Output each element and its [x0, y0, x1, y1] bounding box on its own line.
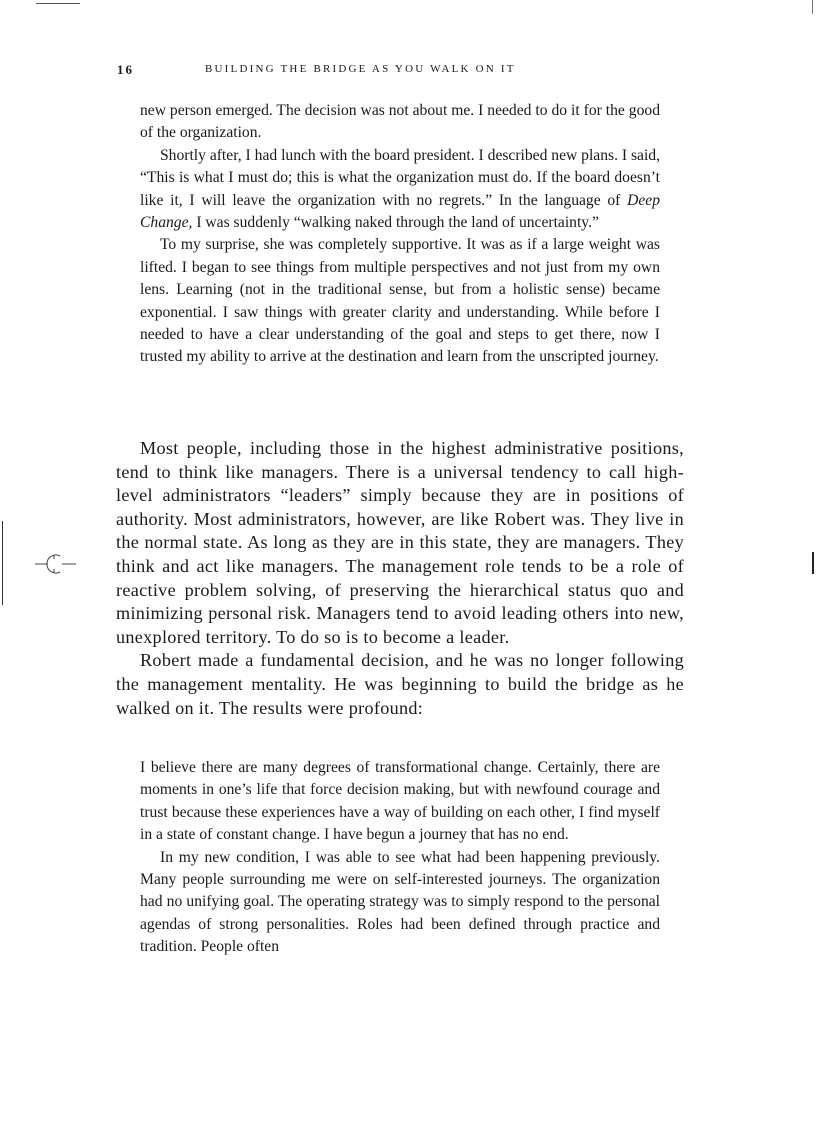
quote-text: I was suddenly “walking naked through the land of uncertainty.”	[192, 214, 599, 232]
page-number: 16	[117, 62, 134, 77]
body-text	[116, 437, 684, 720]
block-quote-1	[140, 100, 660, 369]
quote-paragraph: I believe there are many degrees of transformational change. Certainly, there are moments in one’s life that force decision making, but with newfound courage and trust because these experiences have a way of building on each other, I find myself in a state of constant change. I have begun a journey that has no end.	[140, 759, 660, 844]
body-paragraph: Most people, including those in the highest administrative positions, tend to think like managers. There is a universal tendency to call high-level administrators “leaders” simply because they are in positions of authority. Most administrators, however, are like Robert was. They live in the normal state. As long as they are in this state, they are managers. They think and act like managers. The management role tends to be a role of reactive problem solving, of preserving the hierarchical status quo and minimizing personal risk. Managers tend to avoid leading others into new, unexplored territory. To do so is to become a leader.	[116, 438, 684, 647]
quote-text: Shortly after, I had lunch with the board president. I described new plans. I said, “This is what I must do; this is what the organization must do. If the board doesn’t like it, I will leave the organization with no regrets.” In the language of	[140, 146, 660, 209]
body-paragraph: Robert made a fundamental decision, and he was no longer following the management mentality. He was beginning to build the bridge as he walked on it. The results were profound:	[116, 650, 684, 718]
crop-mark-left	[2, 521, 3, 605]
crop-mark-top-right	[812, 0, 813, 14]
running-head-title: BUILDING THE BRIDGE AS YOU WALK ON IT	[205, 63, 516, 75]
crop-mark-right	[812, 552, 814, 574]
crop-mark-top-left	[36, 3, 80, 4]
quote-paragraph: To my surprise, she was completely supportive. It was as if a large weight was lifted. I began to see things from multiple perspectives and not just from my own lens. Learning (not in the traditional sense, but from a holistic sense) became exponential. I saw things with greater clarity and understanding. While before I needed to have a clear understanding of the goal and steps to get there, now I trusted my ability to arrive at the destination and learn from the unscripted journey.	[140, 236, 660, 366]
book-title: Deep Change,	[140, 191, 660, 232]
running-head	[117, 62, 717, 78]
quote-paragraph: new person emerged. The decision was not about me. I needed to do it for the good of the organization.	[140, 102, 660, 142]
block-quote-2	[140, 757, 660, 959]
quote-paragraph	[140, 145, 660, 235]
registration-mark-icon	[30, 551, 80, 577]
quote-paragraph: In my new condition, I was able to see what had been happening previously. Many people surrounding me were on self-interested journeys. The organization had no unifying goal. The operating strategy was to simply respond to the personal agendas of strong personalities. Roles had been defined through practice and tradition. People often	[140, 848, 660, 956]
